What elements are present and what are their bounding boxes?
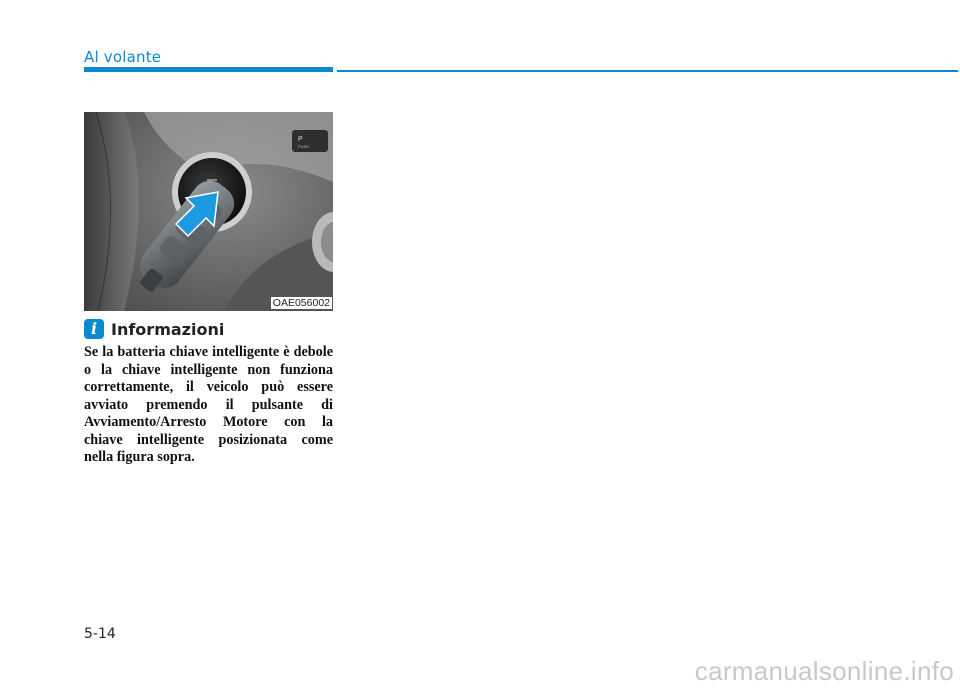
- info-heading: [84, 318, 224, 340]
- park-button-sub: PUSH: [298, 144, 310, 149]
- section-title: Al volante: [84, 48, 162, 66]
- info-title: Informazioni: [111, 319, 225, 339]
- header-rule-thick: [84, 67, 333, 72]
- watermark: carmanualsonline.info: [694, 656, 954, 686]
- park-button-label: P: [298, 136, 303, 143]
- button-indicator: [207, 179, 217, 181]
- page-number: 5-14: [84, 626, 116, 642]
- info-icon: i: [84, 319, 104, 339]
- figure-code: OAE056002: [272, 297, 330, 309]
- header-rule-thin: [337, 70, 958, 72]
- smart-key-illustration: [84, 112, 333, 311]
- smart-key-figure: [84, 112, 333, 311]
- info-body: Se la batteria chiave intelligente è debole o la chiave intelligente non funziona correttamente, il veicolo può essere avviato premendo il pulsante di Avviamento/Arresto Motore con la chiave intelligente posizionata come nella figura sopra.: [84, 344, 333, 465]
